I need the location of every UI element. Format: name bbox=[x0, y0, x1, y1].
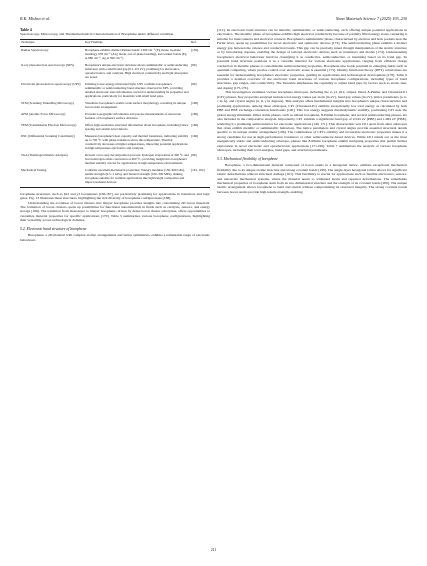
findings-cell: Measures borophene's heat capacity and thermal transitions, indicating stability up to 700 °C with phase transition above this temperature. Thermal conductivity decreases at higher temperatures, impacting potential applications in high-temperature electronics and catalysis. bbox=[85, 134, 189, 151]
body-paragraph: Borophene, a two-dimensional material composed of boron atoms in a hexagonal lattice, exhibits exceptional mechanical flexibility due to its unique atomic structure and strong covalent bonds [199]. The single-layer hexagonal lattice allows for significant elastic deformations without structural damage [101]. This flexibility is crucial for applications such as flexible electronics, sensors, and nanoscale mechanical systems, where the material needs to withstand strain and repeated deformations. The remarkable mechanical properties of borophene stem from its two-dimensional structure and the strength of its covalent bonds [200]. The unique atomic arrangement allows borophene to bend and stretch without compromising its structural integrity. The strong covalent bonds between boron atoms provide high tensile strength, enabling bbox=[217, 163, 407, 194]
characterisation-table bbox=[20, 39, 210, 188]
table-row bbox=[20, 153, 210, 168]
technique-cell: Raman Spectroscopy bbox=[21, 47, 49, 52]
ref-cell: [166] bbox=[191, 100, 199, 105]
body-paragraph: Borophene, a 2D material with complex atomic arrangements and lattice symmetries, exhibits a remarkable range of electronic behaviours bbox=[20, 233, 210, 242]
table-header-row bbox=[20, 39, 210, 46]
ref-cell: [166] bbox=[191, 111, 199, 116]
body-paragraph: borophene structures, such as β12 and χ3 borophenes [166,167], are particularly promising for applications in transistors and logic gates. Fig. 13 illustrates these structures, highlighting the rich diversity of borophene configurations [168]. bbox=[20, 191, 210, 201]
section-heading-5-3: 5.3. Mechanical flexibility of borophene bbox=[217, 156, 278, 161]
table-row bbox=[20, 111, 210, 122]
table-row bbox=[20, 168, 210, 188]
table-row bbox=[20, 47, 210, 63]
ref-cell: [161, 162] bbox=[190, 168, 210, 188]
table-title: Table 4 bbox=[20, 28, 32, 32]
technique-cell: Ultraviolet photoelectron spectroscopy (UPS) bbox=[21, 81, 81, 86]
body-paragraph: Understanding the evolution of boron clusters into bilayer borophene provides insights into customizing 2D boron materials. The formation of boron clusters opens up possibilities for functional nanomaterials in fields such as catalysis, sensors, and energy storage [169]. The transition from monolayer to bilayer borophene, driven by dense boron cluster adsorption, offers opportunities to customize material properties for specific applications [170]. Table 5 summarizes various borophene configurations, highlighting their versatility across technological domains. bbox=[20, 200, 210, 223]
running-header-left: R.K. Mishra et al. bbox=[20, 16, 51, 21]
technique-cell: AFM (Atomic Force Microscopy) bbox=[21, 111, 66, 116]
table-row bbox=[20, 62, 210, 81]
technique-cell: DSC (Differential Scanning Calorimetry) bbox=[21, 134, 75, 139]
table-row bbox=[20, 100, 210, 111]
ref-cell: [166] bbox=[191, 123, 199, 128]
column-header: Technique bbox=[20, 39, 84, 46]
column-header: Key Findings bbox=[84, 39, 190, 46]
findings-cell: Provides topographic information and precise measurements of nanoscale features of borophene's surface structure. bbox=[85, 111, 181, 120]
table-row bbox=[20, 134, 210, 153]
findings-cell: Utilizing lower-energy ultraviolet light, UPS confirms borophene's semimetallic or semiconducting band structure observed in XPS, providing detailed electronic state information crucial for understanding its properties and applications, particularly for materials with small band gaps. bbox=[85, 81, 189, 98]
table-row bbox=[20, 122, 210, 133]
right-column bbox=[217, 28, 407, 194]
findings-cell: Visualizes borophene's atomic-scale surface morphology, revealing its unique boron atom arrangement. bbox=[85, 100, 186, 109]
technique-cell: STM (Scanning Tunnelling Microscopy) bbox=[21, 100, 74, 105]
table-caption bbox=[20, 28, 210, 37]
left-column bbox=[20, 28, 210, 242]
ref-cell: [90] bbox=[191, 62, 197, 67]
column-header: Ref. bbox=[190, 39, 210, 46]
technique-cell: TGA (Thermogravimetric Analysis) bbox=[21, 153, 68, 158]
findings-cell: Confirms excellent mechanical properties: Young's modulus (150–400 GPa), tensile strength (0.5–1 GPa), and flexural strength (100–300 MPa), making borophene suitable for resilient applications like lightweight composites and impact-resistant devices. bbox=[84, 168, 190, 188]
findings-cell: Offers high-resolution structural information about borophene, including lattice spacing and atomic-level defects. bbox=[85, 123, 189, 132]
findings-cell: Borophene's unique electronic structure shows semimetallic or semiconducting behaviour with a small band gap (0.1–0.5 eV), promising for electronics, optoelectronics, and catalysis. High electrical conductivity and light absorption are noted. bbox=[85, 62, 188, 79]
body-paragraph: This investigation examines various borophene allotropes, including the α, χ3, β12, striped, 6ized, 8-Pmmn, and Chartered-P1 (CP1) phases. Key properties analysed include total energy values per atom (in eV), band gap values (in eV), lattice parameters (a, b, c in Å), and crystal angles (α, β, γ in degrees). This analysis offers fundamental insights into borophene's unique characteristics and promising applications. Among these allotropes, CP1 (Chartered-P1) exhibits exceptionally low total energy as calculated by both PBE and HSE exchange-correlation functionals [140]. This low energy suggests thermodynamic stability, positioning CP1 near the global energy minimum. Other stable phases, such as α2ized borophene, 8-Pmmn borophene, and several semiconducting phases, are also included in the comparative analysis. Importantly, CP1 exhibits a significant band gap of 0.543 eV (PBE) and 1.084 eV (HSE), rendering it a promising semiconductor for electronic applications [140, 171]. This characteristic sets CP1 apart from other allotropes that often exhibit metallic or semimetallic behaviour. The lattice parameters and crystal angles provide essential structural details specific to its unique atomic arrangement [196]. The combination of CP1's stability and favourable electronic properties makes it a strong candidate for use in high-performance transistors or other semiconductor-based devices. While CP1 stands out as the most energetically stable and semiconducting allotrope, phases like 8-Pmmn borophene exhibit intriguing properties that permit further exploration in novel electronic and optoelectronic applications [171,196]. Table 7 summarises the analysis of various borophene allotropes, including their total energies, band gaps, and structural parameters. bbox=[217, 90, 407, 153]
running-header-right: Nano Materials Science 7 (2025) 193–230 bbox=[335, 16, 407, 21]
technique-cell: TEM (Transmission Electron Microscopy) bbox=[21, 123, 77, 128]
table-row bbox=[20, 81, 210, 100]
ref-cell: [159] bbox=[191, 47, 199, 52]
findings-cell: Borophene exhibits distinct Raman bands: 1369 cm⁻¹ (Eg mode, in-plane bending), 978 cm⁻¹ (A1g mode, out-of-plane bending), and weaker bands (Eg at 680 cm⁻¹, Ag at 590 cm⁻¹) bbox=[85, 47, 187, 60]
page-number: 211 bbox=[210, 548, 217, 552]
section-heading-5-2: 5.2. Electronic band structure of borophene bbox=[20, 226, 87, 231]
technique-cell: X-ray photoelectron spectroscopy (XPS) bbox=[21, 62, 74, 67]
body-paragraph: [112]. Its electronic band structure can be metallic, semimetallic, or semiconducting, each offering unique potential applications in electronics. The metallic phase of borophene exhibits high electrical conductivity because of partially filled energy states, rendering it suitable for interconnects and electrical contacts. Borophene's semimetallic phase, characterised by electron and hole pockets near the Fermi level, opens up possibilities for novel electronic and spintronic devices [173]. The semiconducting phase exhibits a distinct energy gap between the valence and conduction bands. This gap can be precisely tuned through manipulation of the atomic structure or by introducing dopants, enabling the design of tailored electronic devices such as transistors and diodes [174]. Understanding borophene's electrical behaviour involves classifying it as conductive, semiconductive, or insulating based on its band gap. Its potential band structure positions it as a versatile material for various electronic applications, ranging from efficient charge conduction in metallic phases to customizable semiconducting properties. Borophene also holds potential in emerging fields such as quantum computing, where precise control over electronic states is essential [175]. Density functional theory (DFT) calculations are essential for understanding borophene's electronic properties, guiding its applications and technological development [176]. Table 6 provides a detailed overview of the electronic band structures of various borophene configurations, including types of band structures, gap ranges, and conductivity. The Tuneable emphasises the capability to adjust band gaps by factors such as strain, size, and doping [175,176]. bbox=[217, 28, 407, 90]
table-caption-text: Spectroscopy, Microscopy, and Thermomechanical Characterisation of Borophene under different condition. bbox=[20, 32, 175, 37]
ref-cell: [166] bbox=[191, 134, 199, 139]
left-body-text bbox=[20, 192, 210, 243]
findings-cell: Reveals a two-step decomposition process: hydrogen evaporation at 300 °C and boron-nitrogen oxide conversion at 600 °C, providing insight into borophene's thermal stability crucial for applications in high-temperature environments. bbox=[85, 153, 189, 166]
technique-cell: Mechanical Testing bbox=[20, 168, 84, 188]
ref-cell: [90] bbox=[191, 81, 197, 86]
ref-cell: [90] bbox=[191, 153, 197, 158]
